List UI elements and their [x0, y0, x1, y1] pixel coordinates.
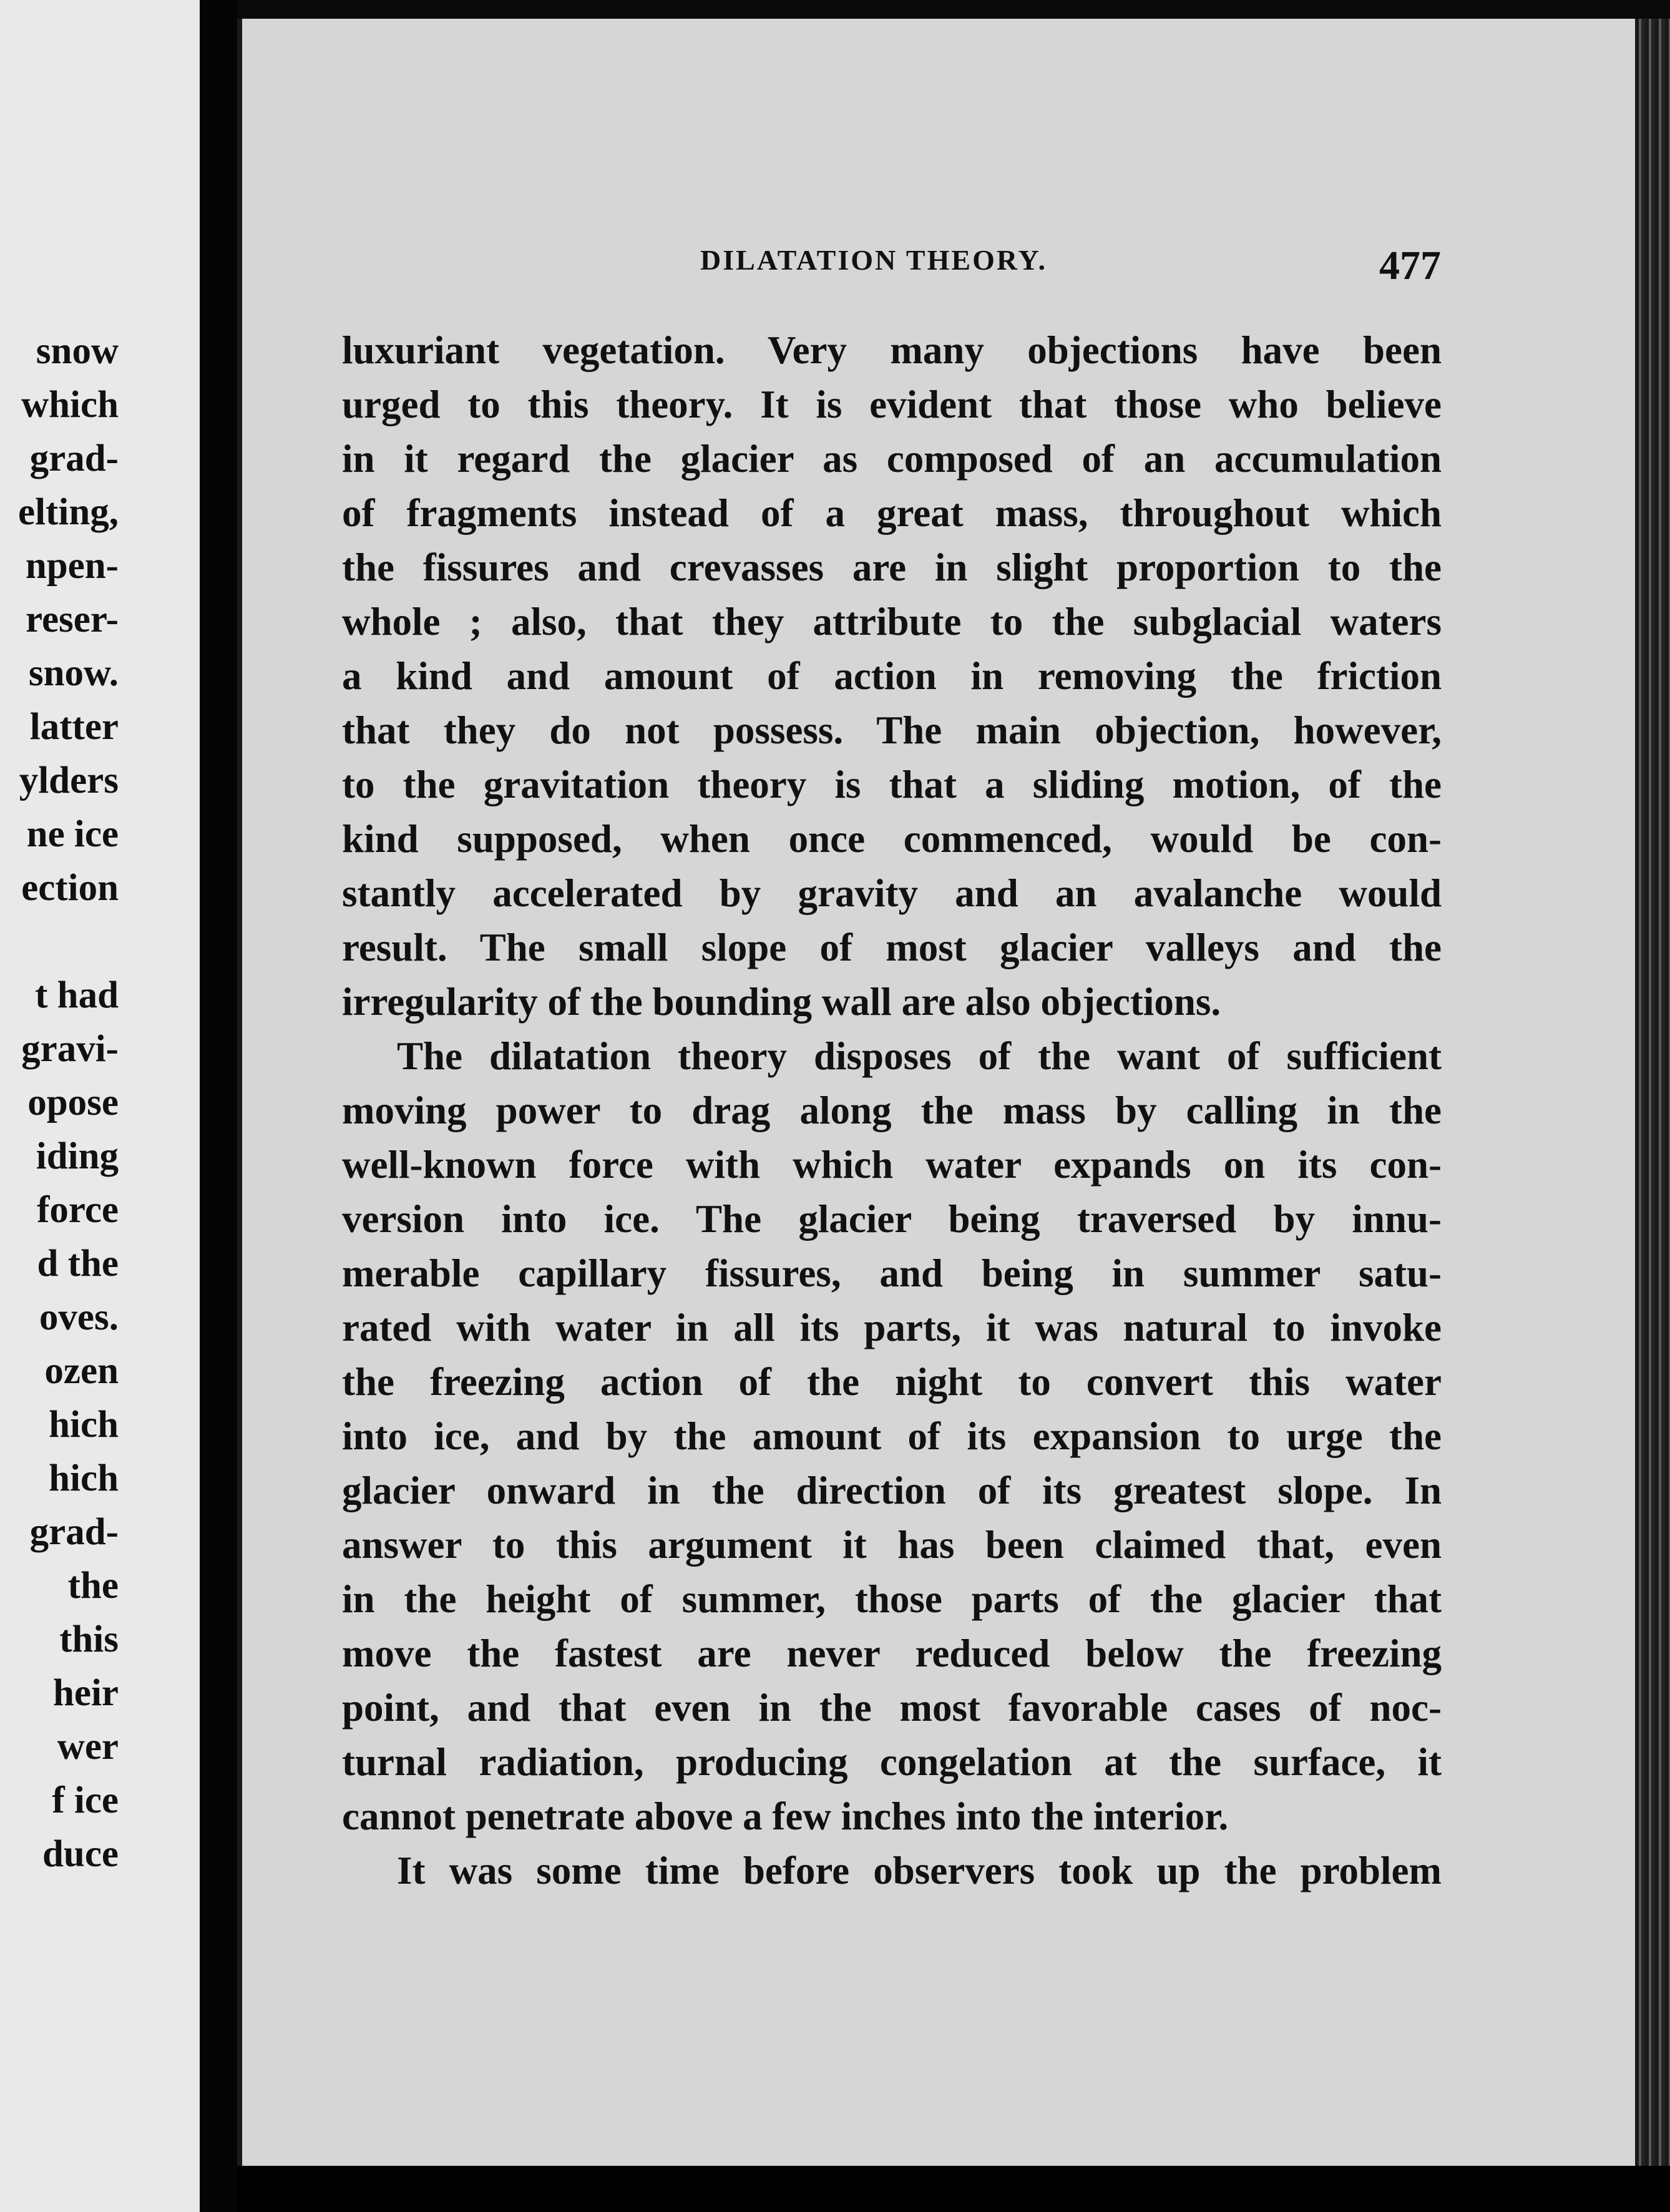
left-page-fragment: the: [67, 1565, 119, 1607]
left-page-fragment: iding: [36, 1135, 119, 1177]
text-line: version into ice. The glacier being traversed by innu-: [342, 1197, 1442, 1241]
left-page-fragment: duce: [42, 1833, 119, 1875]
text-line: in it regard the glacier as composed of an accumulation: [342, 437, 1442, 481]
left-page-fragment: snow.: [28, 652, 119, 694]
text-line: result. The small slope of most glacier valleys and the: [342, 926, 1442, 969]
left-page-fragment: ection: [21, 867, 119, 909]
text-line: luxuriant vegetation. Very many objections have been: [342, 328, 1442, 372]
text-line: irregularity of the bounding wall are also objections.: [342, 980, 1221, 1024]
left-page-fragment: latter: [29, 706, 119, 748]
text-line: of fragments instead of a great mass, throughout which: [342, 491, 1442, 535]
running-head: DILATATION THEORY.: [700, 244, 1047, 276]
left-page-fragment: hich: [49, 1457, 119, 1499]
left-page-fragment: grad-: [29, 1511, 119, 1553]
text-line: rated with water in all its parts, it was natural to invoke: [342, 1306, 1442, 1349]
text-line: the fissures and crevasses are in slight proportion to the: [342, 546, 1442, 589]
text-line: whole ; also, that they attribute to the subglacial waters: [342, 600, 1442, 644]
left-page-fragment: opose: [27, 1082, 119, 1123]
text-line: moving power to drag along the mass by calling in the: [342, 1089, 1442, 1132]
left-page-fragment: gravi-: [21, 1028, 119, 1070]
left-page-fragment: grad-: [29, 438, 119, 479]
left-page-fragment: wer: [57, 1726, 119, 1768]
left-page-fragment: ozen: [44, 1350, 119, 1392]
left-page-fragment: d the: [37, 1243, 119, 1285]
left-page-fragment: elting,: [18, 491, 119, 533]
text-line: a kind and amount of action in removing the friction: [342, 654, 1442, 698]
text-line: that they do not possess. The main objection, however,: [342, 708, 1442, 752]
text-line: turnal radiation, producing congelation at the surface, it: [342, 1740, 1442, 1784]
text-line: merable capillary fissures, and being in summer satu-: [342, 1251, 1442, 1295]
text-line: It was some time before observers took up the problem: [397, 1849, 1442, 1892]
text-line: well-known force with which water expands on its con-: [342, 1143, 1442, 1187]
text-line: stantly accelerated by gravity and an avalanche would: [342, 871, 1442, 915]
page-number: 477: [1379, 243, 1441, 288]
text-line: cannot penetrate above a few inches into the interior.: [342, 1794, 1229, 1838]
left-page-fragment: this: [59, 1618, 119, 1660]
left-page-fragment: hich: [49, 1404, 119, 1446]
left-page-fragment: heir: [52, 1672, 119, 1714]
left-facing-page: [0, 0, 200, 2212]
left-page-fragment: snow: [36, 330, 119, 372]
text-line: to the gravitation theory is that a sliding motion, of the: [342, 763, 1442, 806]
text-line: kind supposed, when once commenced, would be con-: [342, 817, 1442, 861]
page-edges: [1635, 19, 1670, 2166]
text-line: urged to this theory. It is evident that those who believe: [342, 383, 1442, 426]
text-line: move the fastest are never reduced below the freezing: [342, 1632, 1442, 1675]
scan-border-bottom: [237, 2166, 1670, 2212]
text-line: in the height of summer, those parts of the glacier that: [342, 1577, 1442, 1621]
left-page-fragment: ylders: [19, 760, 119, 801]
text-line: glacier onward in the direction of its greatest slope. In: [342, 1469, 1442, 1512]
left-page-fragment: reser-: [26, 599, 119, 640]
text-line: The dilatation theory disposes of the want of sufficient: [397, 1034, 1442, 1078]
text-line: answer to this argument it has been claimed that, even: [342, 1523, 1442, 1567]
scan-border-top: [237, 0, 1670, 19]
left-page-fragment: npen-: [25, 545, 119, 587]
left-page-fragment: oves.: [39, 1296, 119, 1338]
text-line: the freezing action of the night to convert this water: [342, 1360, 1442, 1404]
left-page-fragment: f ice: [52, 1779, 119, 1821]
text-line: into ice, and by the amount of its expansion to urge the: [342, 1414, 1442, 1458]
left-page-fragment: force: [37, 1189, 119, 1231]
book-gutter: [200, 0, 237, 2212]
left-page-fragment: ne ice: [26, 813, 119, 855]
left-page-fragment: t had: [35, 974, 119, 1016]
text-line: point, and that even in the most favorable cases of noc-: [342, 1686, 1442, 1730]
left-page-fragment: which: [21, 384, 119, 426]
